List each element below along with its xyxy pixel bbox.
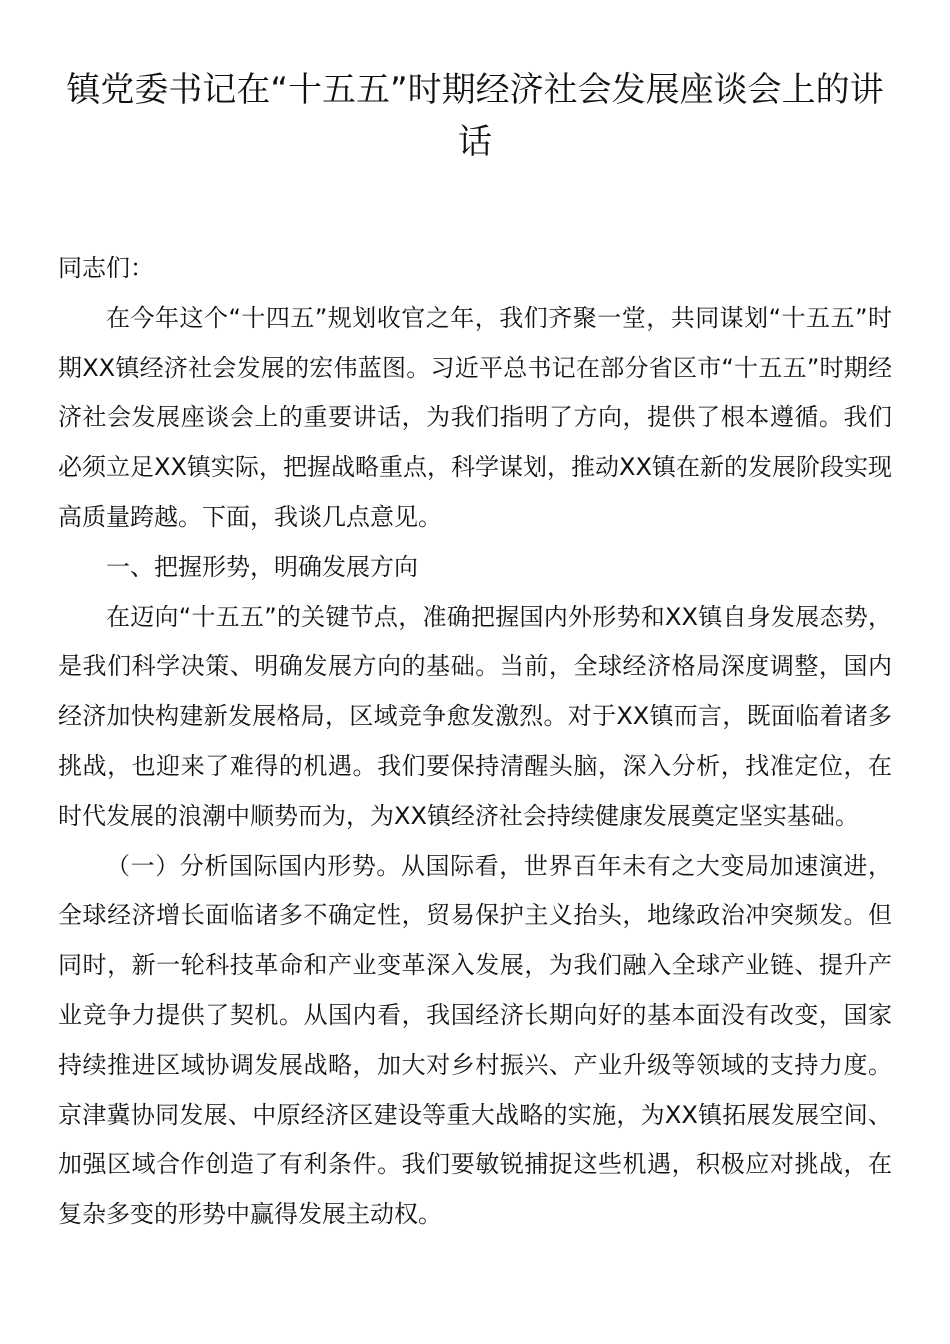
document-title: 镇党委书记在“十五五”时期经济社会发展座谈会上的讲话 bbox=[66, 70, 884, 162]
paragraph-intro: 在今年这个“十四五”规划收官之年，我们齐聚一堂，共同谋划“十五五”时期XX镇经济社会发展的宏伟蓝图。习近平总书记在部分省区市“十五五”时期经济社会发展座谈会上的重要讲话，为我们指明了方向，提供了根本遵循。我们必须立足XX镇实际，把握战略重点，科学谋划，推动XX镇在新的发展阶段实现高质量跨越。下面，我谈几点意见。 bbox=[58, 303, 892, 531]
greeting: 同志们： bbox=[58, 254, 154, 282]
paragraph-subsection: （一）分析国际国内形势。从国际看，世界百年未有之大变局加速演进，全球经济增长面临诸多不确定性，贸易保护主义抬头，地缘政治冲突频发。但同时，新一轮科技革命和产业变革深入发展，为我们融入全球产业链、提升产业竞争力提供了契机。从国内看，我国经济长期向好的基本面没有改变，国家持续推进区域协调发展战略，加大对乡村振兴、产业升级等领域的支持力度。京津冀协同发展、中原经济区建设等重大战略的实施，为XX镇拓展发展空间、加强区域合作创造了有利条件。我们要敏锐捕捉这些机遇，积极应对挑战，在复杂多变的形势中赢得发展主动权。 bbox=[58, 851, 892, 1229]
document-body bbox=[58, 244, 892, 1240]
section-heading: 一、把握形势，明确发展方向 bbox=[106, 552, 418, 581]
paragraph-section-overview: 在迈向“十五五”的关键节点，准确把握国内外形势和XX镇自身发展态势，是我们科学决策、明确发展方向的基础。当前，全球经济格局深度调整，国内经济加快构建新发展格局，区域竞争愈发激烈。对于XX镇而言，既面临着诸多挑战，也迎来了难得的机遇。我们要保持清醒头脑，深入分析，找准定位，在时代发展的浪潮中顺势而为，为XX镇经济社会持续健康发展奠定坚实基础。 bbox=[58, 602, 892, 830]
